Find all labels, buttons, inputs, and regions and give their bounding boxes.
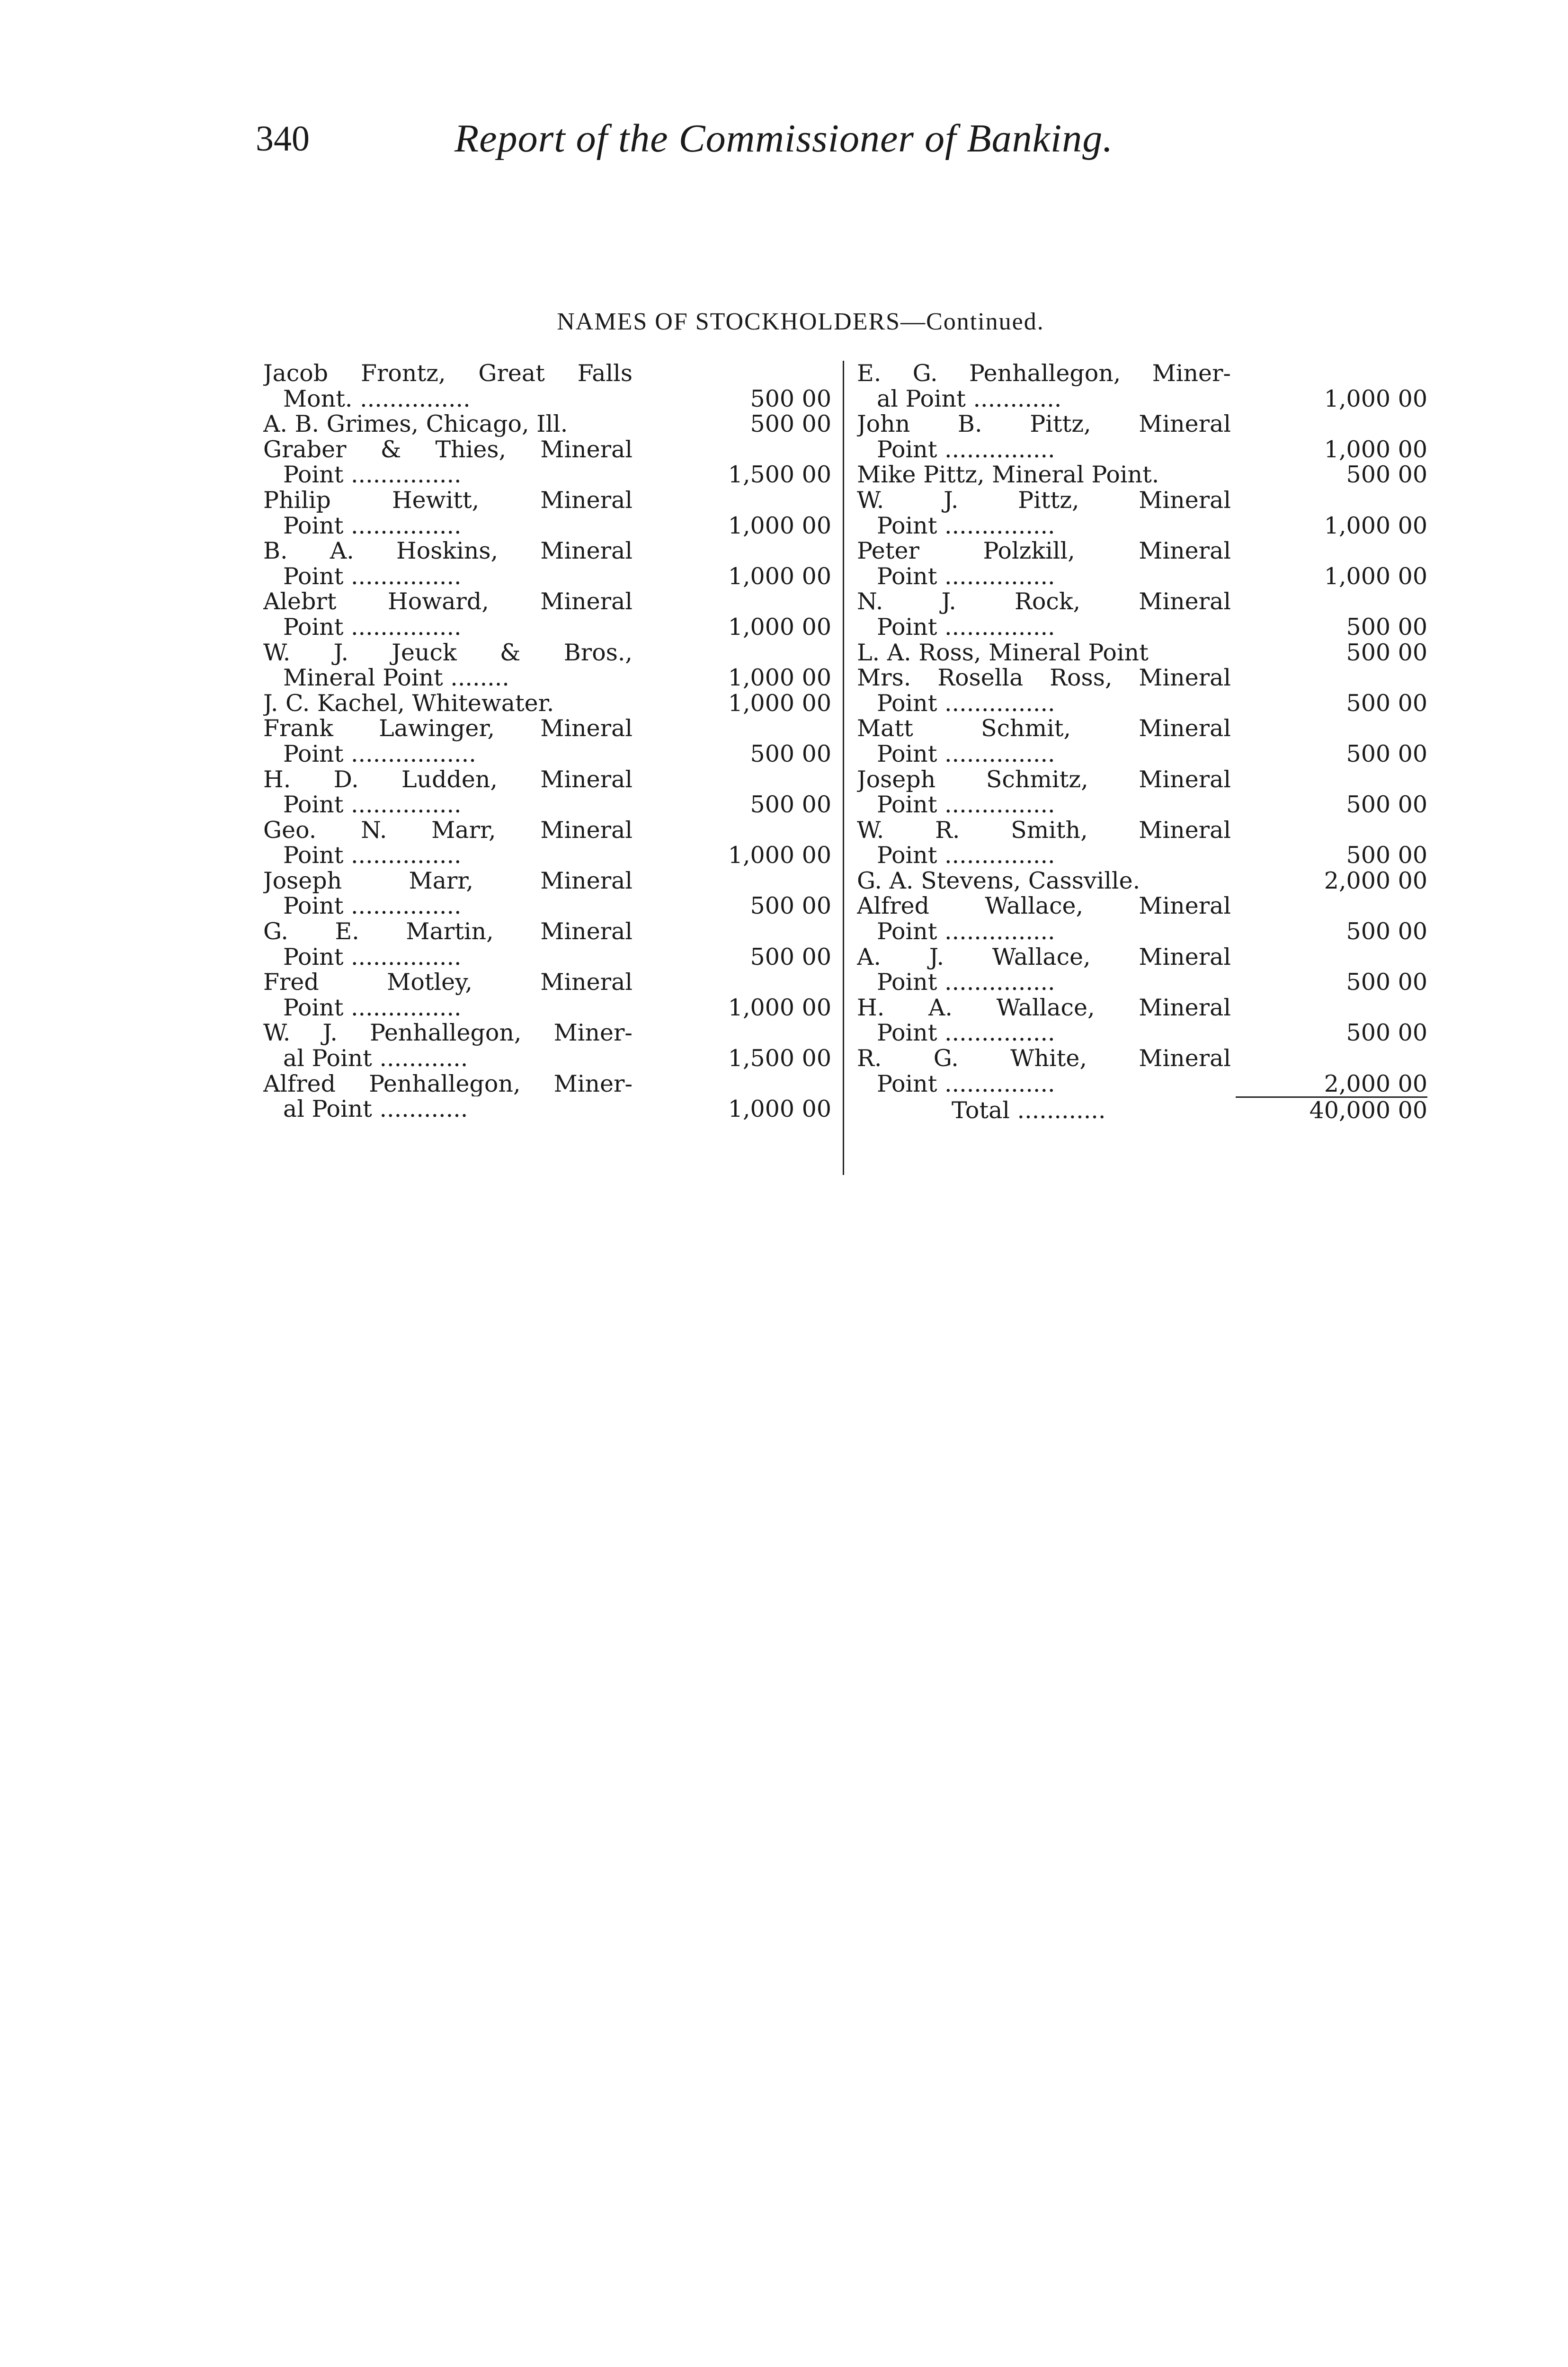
total-amount: 40,000 00 <box>1309 1097 1427 1124</box>
stock-amount: 1,000 00 <box>1324 436 1427 463</box>
stockholder-name <box>263 868 633 919</box>
stock-amount: 500 00 <box>1346 461 1427 489</box>
stockholder-name-line: Peter Polzkill, Mineral <box>857 538 1231 564</box>
stockholder-name-line: Point ............... <box>283 792 462 818</box>
stockholder-entry <box>857 462 1427 488</box>
stockholder-name-line: H. D. Ludden, Mineral <box>263 766 633 792</box>
stock-amount: 500 00 <box>750 791 831 819</box>
stockholder-entry <box>263 970 831 1020</box>
stockholder-entry <box>857 944 1427 995</box>
stockholder-entry <box>263 640 831 691</box>
stockholder-name-line: John B. Pittz, Mineral <box>857 411 1231 437</box>
stockholder-name-line: Philip Hewitt, Mineral <box>263 487 633 513</box>
stockholder-name-line: Jacob Frontz, Great Falls <box>263 361 633 386</box>
stockholder-name-line: W. J. Pittz, Mineral <box>857 487 1231 513</box>
page-header <box>256 117 1231 160</box>
stockholder-name <box>263 538 633 589</box>
stockholder-name <box>857 995 1231 1046</box>
stockholder-name <box>263 361 633 411</box>
stockholder-name-line: Point ............... <box>877 1020 1055 1046</box>
stockholder-name-line: Mrs. Rosella Ross, Mineral <box>857 665 1231 691</box>
stockholder-entry <box>263 411 831 437</box>
stockholder-name-line: Fred Motley, Mineral <box>263 970 633 995</box>
stockholder-name <box>857 944 1231 995</box>
stockholder-name-line: W. J. Penhallegon, Miner- <box>263 1020 633 1046</box>
stockholder-entry <box>263 538 831 589</box>
stockholder-name <box>857 411 1231 462</box>
stockholder-name <box>263 691 633 716</box>
stockholder-name <box>263 818 633 868</box>
stockholder-name-line: N. J. Rock, Mineral <box>857 589 1231 614</box>
stock-amount: 1,000 00 <box>728 994 831 1021</box>
stockholders-right-column <box>857 361 1427 1123</box>
total-row <box>857 1098 1427 1123</box>
stockholder-name <box>263 716 633 766</box>
stockholder-name-line: Alebrt Howard, Mineral <box>263 589 633 614</box>
stock-amount: 500 00 <box>1346 969 1427 996</box>
stockholder-name-line: Point ............... <box>283 513 462 539</box>
stockholder-name <box>263 1071 633 1122</box>
stockholder-name-line: Point ............... <box>877 919 1055 944</box>
stockholder-name <box>857 640 1231 666</box>
stockholder-name-line: Mineral Point ........ <box>283 665 509 691</box>
stockholder-entry <box>857 665 1427 716</box>
page-number: 340 <box>256 119 310 159</box>
stockholder-name-line: A. J. Wallace, Mineral <box>857 944 1231 970</box>
stockholder-name-line: Point ............... <box>283 944 462 970</box>
stockholder-entry <box>263 818 831 868</box>
stock-amount: 1,000 00 <box>728 613 831 641</box>
stockholder-entry <box>263 691 831 716</box>
stockholder-name <box>263 589 633 640</box>
stockholder-name-line: al Point ............ <box>283 1046 468 1071</box>
stockholder-name-line: Graber & Thies, Mineral <box>263 436 633 463</box>
stock-amount: 500 00 <box>1346 613 1427 641</box>
stockholder-name-line: L. A. Ross, Mineral Point <box>857 640 1149 666</box>
stock-amount: 500 00 <box>1346 842 1427 869</box>
stock-amount: 1,000 00 <box>728 664 831 692</box>
stock-amount: 500 00 <box>750 740 831 767</box>
stockholder-name <box>263 640 633 691</box>
stock-amount: 2,000 00 <box>1324 867 1427 894</box>
stockholder-name-line: Point ............... <box>877 1071 1055 1097</box>
stockholder-entry <box>263 767 831 818</box>
stock-amount: 500 00 <box>1346 791 1427 819</box>
stockholder-entry <box>857 716 1427 766</box>
stockholder-name-line: Point ............... <box>877 792 1055 818</box>
stockholder-name <box>857 589 1231 640</box>
stockholder-entry <box>857 1046 1427 1096</box>
stock-amount: 500 00 <box>750 943 831 970</box>
stockholder-entry <box>263 868 831 919</box>
stockholder-name <box>857 538 1231 589</box>
stockholder-entry <box>857 411 1427 462</box>
stockholder-entry <box>857 995 1427 1046</box>
stockholder-entry <box>857 361 1427 411</box>
stockholder-entry <box>857 767 1427 818</box>
stockholder-name <box>857 716 1231 766</box>
stockholder-name-line: Point ............... <box>877 970 1055 995</box>
stockholder-name-line: Geo. N. Marr, Mineral <box>263 817 633 843</box>
stockholder-name-line: Point ............... <box>283 843 462 868</box>
stockholder-name-line: W. R. Smith, Mineral <box>857 817 1231 843</box>
stockholder-name <box>857 665 1231 716</box>
stock-amount: 1,000 00 <box>1324 512 1427 539</box>
stockholder-name-line: Matt Schmit, Mineral <box>857 716 1231 741</box>
stockholder-name-line: J. C. Kachel, Whitewater. <box>263 690 554 716</box>
stockholder-name-line: Joseph Schmitz, Mineral <box>857 766 1231 792</box>
stockholder-name <box>857 488 1231 538</box>
stockholder-name <box>263 437 633 488</box>
stockholder-name <box>857 893 1231 944</box>
stockholder-name-line: G. A. Stevens, Cassville. <box>857 868 1140 894</box>
stockholder-name-line: Joseph Marr, Mineral <box>263 868 633 894</box>
stock-amount: 500 00 <box>1346 740 1427 767</box>
stockholder-name-line: Point ............... <box>283 462 462 488</box>
stockholder-name-line: Point ............... <box>877 614 1055 640</box>
stockholder-name <box>857 361 1231 411</box>
stock-amount: 1,000 00 <box>728 1095 831 1123</box>
stockholder-name-line: Point ............... <box>283 893 462 919</box>
stockholder-name-line: B. A. Hoskins, Mineral <box>263 538 633 564</box>
stockholder-entry <box>857 488 1427 538</box>
stock-amount: 1,500 00 <box>728 461 831 489</box>
stockholder-name-line: H. A. Wallace, Mineral <box>857 995 1231 1021</box>
stockholder-entry <box>263 361 831 411</box>
stockholder-name-line: Point ............... <box>283 614 462 640</box>
stockholder-name <box>857 868 1231 894</box>
stockholder-name-line: R. G. White, Mineral <box>857 1046 1231 1071</box>
stockholder-name <box>263 970 633 1020</box>
stockholder-name-line: Point ............... <box>283 995 462 1021</box>
stockholder-entry <box>263 919 831 970</box>
stockholder-name-line: Alfred Penhallegon, Miner- <box>263 1071 633 1097</box>
stockholder-entry <box>263 437 831 488</box>
stockholder-entry <box>263 1020 831 1071</box>
total-label: Total ............ <box>952 1097 1106 1124</box>
stockholder-name-line: al Point ............ <box>283 1096 468 1122</box>
stock-amount: 500 00 <box>1346 639 1427 666</box>
stockholder-entry <box>857 868 1427 894</box>
stockholder-entry <box>857 589 1427 640</box>
stockholder-entry <box>857 893 1427 944</box>
stockholder-entry <box>857 818 1427 868</box>
stockholder-entry <box>263 488 831 538</box>
stockholder-entry <box>263 1071 831 1122</box>
stockholder-name-line: Alfred Wallace, Mineral <box>857 893 1231 919</box>
stockholder-entry <box>263 589 831 640</box>
stock-amount: 1,000 00 <box>728 842 831 869</box>
stockholder-name-line: al Point ............ <box>877 386 1062 412</box>
stockholder-name-line: Frank Lawinger, Mineral <box>263 716 633 741</box>
stock-amount: 1,000 00 <box>1324 385 1427 412</box>
stockholder-name-line: A. B. Grimes, Chicago, Ill. <box>263 411 568 437</box>
stockholder-name-line: Point ............... <box>877 741 1055 767</box>
stock-amount: 1,500 00 <box>728 1045 831 1072</box>
stockholder-name-line: G. E. Martin, Mineral <box>263 919 633 944</box>
stockholder-name-line: W. J. Jeuck & Bros., <box>263 640 633 666</box>
stock-amount: 500 00 <box>1346 1019 1427 1047</box>
stockholder-name-line: Mike Pittz, Mineral Point. <box>857 462 1159 488</box>
stock-amount: 1,000 00 <box>728 689 831 717</box>
stockholders-left-column <box>263 361 831 1122</box>
stock-amount: 2,000 00 <box>1324 1070 1427 1097</box>
stockholder-entry <box>857 538 1427 589</box>
stock-amount: 1,000 00 <box>1324 562 1427 590</box>
stock-amount: 500 00 <box>1346 918 1427 945</box>
stockholder-name <box>857 818 1231 868</box>
stockholder-name <box>263 919 633 970</box>
stockholder-name-line: Point ................. <box>283 741 476 767</box>
stock-amount: 500 00 <box>750 385 831 412</box>
column-divider <box>843 361 844 1175</box>
running-title: Report of the Commissioner of Banking. <box>454 116 1114 160</box>
stockholder-entry <box>857 640 1427 666</box>
stockholder-name-line: Point ............... <box>877 563 1055 589</box>
stockholder-name-line: Point ............... <box>877 843 1055 868</box>
stockholder-name <box>263 1020 633 1071</box>
stock-amount: 1,000 00 <box>728 562 831 590</box>
stockholder-name-line: Point ............... <box>877 513 1055 539</box>
stockholder-name <box>857 462 1231 488</box>
stockholder-entry <box>263 716 831 766</box>
stockholder-name <box>263 488 633 538</box>
stockholder-name <box>263 767 633 818</box>
stockholder-name-line: Point ............... <box>283 563 462 589</box>
stockholder-name-line: Mont. ............... <box>283 386 471 412</box>
stockholder-name-line: Point ............... <box>877 436 1055 463</box>
stockholder-name-line: E. G. Penhallegon, Miner- <box>857 361 1231 386</box>
stockholder-name-line: Point ............... <box>877 690 1055 716</box>
stock-amount: 500 00 <box>750 410 831 438</box>
stockholder-name <box>857 1046 1231 1096</box>
stockholder-name <box>263 411 633 437</box>
stock-amount: 1,000 00 <box>728 512 831 539</box>
stock-amount: 500 00 <box>750 892 831 920</box>
stockholder-name <box>857 767 1231 818</box>
section-title: NAMES OF STOCKHOLDERS—Continued. <box>557 308 1044 335</box>
stock-amount: 500 00 <box>1346 689 1427 717</box>
